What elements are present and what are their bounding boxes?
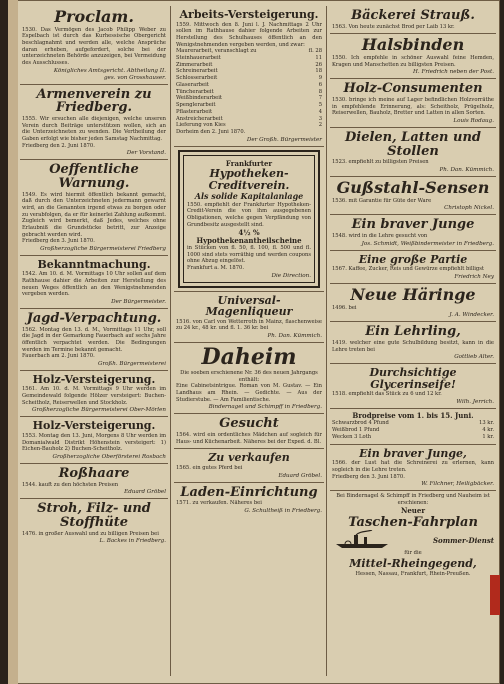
column-divider-2 <box>326 6 327 676</box>
stroh-title: Stroh, Filz- und Stoffhüte <box>37 501 151 530</box>
work-item <box>176 82 322 89</box>
work-item-label: Schreinerarbeit <box>176 68 218 75</box>
gesucht-text: 1564. wird ein ordentliches Mädchen auf sogleich für Haus- und Küchenarbeit. Näheres bei der Exped. d. Bl. <box>176 432 322 445</box>
holz2-notice <box>20 417 168 464</box>
daheim-sub: Die soeben erschienene Nr. 36 des neuen Jahrgangs enthält: <box>180 370 318 383</box>
daheim-signature: Bindernagel und Schimpff in Friedberg. <box>208 404 322 411</box>
verkaufen-title: Zu verkaufen <box>208 451 290 465</box>
bookmark-ribbon <box>490 575 500 615</box>
glycerin-ad <box>330 364 496 409</box>
work-item-label: Anstreicherarbeit <box>176 115 223 122</box>
work-item-label: Weißbinderarbeit <box>176 95 223 102</box>
brodpreis-value: 4 kr. <box>482 427 494 434</box>
lehrling-text: 1419. welcher eine gute Schulbildung besitzt, kann in die Lehre treten bei <box>332 340 494 353</box>
armenverein-text: 1555. Wir ersuchen alle diejenigen, welche unseren Verein durch Beiträge unterstützen wollen, sich an die Unterzeichneten zu wenden. Die Vertheilung der Gaben erfolgt wie bisher jeden Samstag Nachmittag. <box>22 116 166 142</box>
halsbinden-signature: H. Friedrich neben der Post. <box>413 69 494 76</box>
holz2-text: 1553. Montag den 13. Juni, Morgens 8 Uhr werden im Domanialwald Distrikt Höhenstein versteigert: 1) Eichen-Bauholz 2) Buchen-Scheitholz. <box>22 432 166 453</box>
work-item <box>176 75 322 82</box>
halsbinden-title: Halsbinden <box>361 35 465 55</box>
work-item-value: 11 <box>315 54 322 61</box>
warning-notice <box>20 160 168 256</box>
work-item-value: 8 <box>318 88 322 95</box>
hypotheken-text: 1550. empfiehlt der Frankfurter Hypotheken-Credit-Verein die von ihm ausgegebenen Obligationen, welche gegen Verpfändung von Grundbesitz ausgestellt sind. <box>187 201 311 228</box>
fahrplan-sub: Neuer <box>400 506 426 516</box>
armenverein-date: Friedberg den 2. Juni 1870. <box>22 142 95 149</box>
hypotheken-top: Frankfurter <box>225 158 273 168</box>
work-item-label: Maurerarbeit, veranschlagt zu <box>176 48 257 55</box>
universal-text: 1516. von Carl von Wetterroth in Mainz, flaschenweise zu 24 kr., 48 kr. und fl. 1. 36 kr. bei <box>176 318 322 332</box>
dielen-text: 1523. empfiehlt zu billigsten Preisen <box>332 159 429 166</box>
column-1 <box>20 6 168 676</box>
brodpreis-row <box>332 427 494 434</box>
daheim-text: Eine Cabinetsintrigue. Roman von M. Gustav. — Ein Landhaus am Rhein. — Gedichte. — Aus der Studierstube. — Am Familientische. <box>176 383 322 403</box>
stroh-text: 1476. in großer Auswahl und zu billigen Preisen bei <box>22 530 159 537</box>
junge-ad <box>330 215 496 250</box>
binding-spine <box>8 0 18 684</box>
junge2-title: Ein braver Junge, <box>359 446 467 460</box>
dielen-signature: Ph. Dan. Kümmich. <box>439 166 494 173</box>
lehrling-signature: Gottlieb Alter. <box>454 354 494 361</box>
work-item-label: Spenglerarbeit <box>176 102 216 109</box>
work-item-label: Zimmerarbeit <box>176 61 213 68</box>
stroh-signature: L. Backes in Friedberg. <box>99 538 166 545</box>
holz-consumenten-text: 1530. bringe ich meine auf Lager befindlichen Holzvorräthe in empfehlende Erinnerung, als: Scheitholz, Prügelholz, Reiserwellen, Bauholz, Bretter und Latten in allen Sorten. <box>332 97 494 117</box>
laden-ad <box>174 483 324 517</box>
armenverein-title: Armenverein zu Friedberg. <box>36 86 152 116</box>
hypotheken-sub2: 4½ % Hypothekenantheilscheine <box>196 228 302 245</box>
hypotheken-signature: Die Direction. <box>271 272 311 279</box>
rosshaare-title: Roßhaare <box>58 465 130 481</box>
baeckerei-text: 1563. Von heute zunächst Brod per Laib 13 kr. <box>332 23 455 30</box>
work-item-value: 26 <box>315 61 322 68</box>
holz-consumenten-ad <box>330 79 496 128</box>
fahrplan-illustration-row <box>332 530 494 550</box>
hypotheken-inner-frame <box>183 155 315 283</box>
gussstahl-ad <box>330 177 496 215</box>
bekanntmachung-title: Bekanntmachung. <box>37 257 151 271</box>
verkaufen-text: 1565. ein gutes Pferd bei <box>176 464 243 471</box>
armenverein-notice <box>20 85 168 161</box>
laden-signature: G. Schultheiß in Friedberg. <box>244 507 322 514</box>
bekanntmachung-signature: Der Bürgermeister. <box>111 299 166 305</box>
arbeit-notice <box>174 6 324 147</box>
brodpreise-list <box>332 420 494 440</box>
partie-ad <box>330 251 496 284</box>
daheim-ad <box>174 343 324 414</box>
junge2-text: 1566. der Lust hat die Schreinerei zu erlernen, kann sogleich in die Lehre treten. <box>332 460 494 473</box>
verkaufen-signature: Eduard Gröbel. <box>278 472 322 479</box>
glycerin-title: Durchsichtige Glycerinseife! <box>369 366 457 391</box>
stroh-ad <box>20 499 168 547</box>
holz-text: 1561. Am 10. d. M. Vormittags 9 Uhr werden im Gemeindewald folgende Hölzer versteigert: Buchen-Scheitholz, Reiserwellen und Stockholz. <box>22 386 166 406</box>
work-item-value: 7 <box>318 95 322 102</box>
brodpreis-value: 13 kr. <box>479 420 494 427</box>
junge-signature: Jos. Schmidt, Weißbindermeister in Friedberg. <box>361 240 494 247</box>
holz2-title: Holz-Versteigerung. <box>32 419 156 433</box>
work-item <box>176 68 322 75</box>
partie-signature: Friedrich Ney <box>454 273 494 280</box>
rhein-sub: Hessen, Nassau, Frankfurt, Rhein-Preußen. <box>355 570 471 577</box>
work-item <box>176 55 322 62</box>
fahrplan-title: Taschen-Fahrplan <box>348 514 478 530</box>
laden-text: 1571. zu verkaufen. Näheres bei <box>176 500 262 507</box>
proclam-title: Proclam. <box>54 7 134 26</box>
column-2 <box>174 6 324 676</box>
work-item <box>176 89 322 96</box>
holz-consumenten-signature: Louis Rodaug. <box>453 118 494 125</box>
jagd-text: 1562. Montag den 13. d. M., Vormittags 11 Uhr, soll die Jagd in der Gemarkung Fauerbach auf sechs Jahre öffentlich verpachtet werden. Die Bedingungen werden im Termine bekannt gemacht. <box>22 326 166 353</box>
work-item-value: 4 <box>318 108 322 115</box>
holz-notice <box>20 371 168 418</box>
haeringe-title: Neue Häringe <box>350 284 476 304</box>
work-item <box>176 48 322 55</box>
jagd-signature: Großh. Bürgermeisterei <box>98 360 166 367</box>
arbeit-date: Dorheim den 2. Juni 1870. <box>176 129 246 136</box>
column-3 <box>330 6 496 676</box>
verkaufen-ad <box>174 449 324 482</box>
gussstahl-title: Gußstahl-Sensen <box>336 177 490 197</box>
brodpreise-title: Brodpreise vom 1. bis 15. Juni. <box>352 411 474 421</box>
bekanntmachung-notice <box>20 256 168 309</box>
rosshaare-signature: Eduard Gröbel <box>124 489 166 496</box>
hypotheken-sub: Als solide Kapitalanlage <box>194 191 304 202</box>
dielen-ad <box>330 128 496 177</box>
lehrling-ad <box>330 322 496 364</box>
arbeit-signature: Der Großh. Bürgermeister <box>246 136 322 143</box>
gussstahl-text: 1536. mit Garantie für Güte der Ware <box>332 197 432 204</box>
hypotheken-ad <box>178 150 320 288</box>
jagd-title: Jagd-Verpachtung. <box>26 311 162 326</box>
bekanntmachung-text: 1542. Am 10. d. M. Vormittags 10 Uhr sollen auf dem Rathhause dahier die Arbeiten zur Herstellung des neuen Weges öffentlich an den Wenigstnehmenden vergeben werden. <box>22 271 166 298</box>
universal-signature: Ph. Dan. Kümmich. <box>267 333 322 339</box>
haeringe-ad <box>330 284 496 322</box>
fahrplan-publisher: Bei Bindernagel & Schimpff in Friedberg und Nauheim ist erschienen: <box>336 493 490 506</box>
work-item <box>176 102 322 109</box>
proclam-signature-2: ges. von Grosshauser. <box>103 74 166 81</box>
holz-signature: Großherzogliche Bürgermeisterei Ober-Mörlen <box>32 407 166 414</box>
work-item-label: Schlosserarbeit <box>176 75 218 82</box>
rosshaare-text: 1544. kauft zu den höchsten Preisen <box>22 481 119 488</box>
brodpreis-label: Weißbrod 1 Pfund <box>332 427 380 434</box>
warning-signature: Großherzogliche Bürgermeisterei Friedberg <box>40 245 166 252</box>
work-item <box>176 116 322 123</box>
baeckerei-ad <box>330 6 496 34</box>
hypotheken-date: Frankfurt a. M. 1870. <box>187 264 244 271</box>
work-item-value: 18 <box>315 68 322 75</box>
haeringe-signature: J. A. Windecker. <box>449 312 494 319</box>
junge-text: 1548. wird in die Lehre gesucht von <box>332 233 428 240</box>
baeckerei-title: Bäckerei Strauß. <box>351 8 475 23</box>
jagd-date: Fauerbach am 2. Juni 1870. <box>22 353 95 360</box>
arbeit-text: 1559. Mittwoch den 8. Juni l. J. Nachmittags 2 Uhr sollen im Rathhause dahier folgende Arbeiten zur Herstellung des Schulhauses öffentlich an den Wenigstnehmenden vergeben werden, und zwar: <box>176 21 322 48</box>
partie-text: 1567. Kaffee, Zucker, Reis und Gewürze empfiehlt billigst <box>332 266 484 273</box>
gesucht-title: Gesucht <box>219 416 279 432</box>
work-item-value: 2 <box>318 122 322 129</box>
junge-title: Ein braver Junge <box>351 217 475 233</box>
junge2-ad <box>330 445 496 492</box>
work-item <box>176 62 322 69</box>
brodpreis-row <box>332 420 494 427</box>
brodpreis-row <box>332 434 494 441</box>
fahrplan-sub2: Sommer-Dienst <box>432 535 494 545</box>
lehrling-title: Ein Lehrling, <box>365 324 461 340</box>
hypotheken-title: Hypotheken-Creditverein. <box>208 167 290 192</box>
proclam-signature: Königliches Amtsgericht. Abtheilung II. <box>53 67 166 74</box>
brodpreis-label: Wecken 3 Loth <box>332 433 372 440</box>
work-item-label: Pflasterarbeit <box>176 108 213 115</box>
proclam-text: 1530. Das Vermögen des Jacob Philipp Weber zu Espelbach ist durch das Kurhessische Obergericht beschlagnahmt und werden alle, welche Ansprüche daran erheben, aufgefordert, solche bei der unterzeichneten Behörde anzuzeigen, bei Vermeidung des Ausschlusses. <box>22 26 166 67</box>
brodpreise-notice <box>330 409 496 445</box>
dielen-title: Dielen, Latten und Stollen <box>344 130 481 159</box>
warning-date: Friedberg den 3. Juni 1870. <box>22 238 95 245</box>
proclam-notice <box>20 6 168 85</box>
laden-title: Laden-Einrichtung <box>180 484 318 500</box>
work-item-label: Lieferung von Kies <box>176 122 226 129</box>
junge2-signature: W. Filchner, Heiligbäcker. <box>421 481 494 488</box>
work-item-label: Steinhauerarbeit <box>176 54 221 61</box>
column-divider-1 <box>170 6 171 676</box>
work-item-value: 3 <box>318 115 322 122</box>
halsbinden-ad <box>330 34 496 79</box>
work-item-value: 9 <box>318 75 322 82</box>
partie-title: Eine große Partie <box>358 252 468 266</box>
holz-consumenten-title: Holz-Consumenten <box>343 81 483 97</box>
warning-text: 1549. Es wird hiermit öffentlich bekannt gemacht, daß durch den Unterzeichneten jedermann gewarnt wird, an die Genannten irgend etwas zu borgen oder zu verabfolgen, da er für keinerlei Zahlung aufkommt. Zugleich wird bemerkt, daß Jedes, welches ohne Erlaubniß die Grundstücke betritt, zur Anzeige gebracht werden wird. <box>22 191 166 238</box>
work-item-value: 6 <box>318 81 322 88</box>
holz2-signature: Großherzogliche Oberförsterei Rosbach <box>52 453 166 460</box>
work-item <box>176 95 322 102</box>
work-item-value: 5 <box>318 102 322 109</box>
haeringe-text: 1496. bei <box>332 304 357 311</box>
work-item-label: Glaserarbeit <box>176 81 209 88</box>
arbeit-title: Arbeits-Versteigerung. <box>179 8 319 21</box>
fahrplan-text: für die <box>404 550 422 557</box>
hypotheken-text2: in Stücken von fl. 50, fl. 100, fl. 500 und fl. 1000 sind stets vorräthig und werden coupons ohne Abzug eingelöst. <box>187 244 311 265</box>
gussstahl-signature: Christoph Nickel. <box>444 205 494 212</box>
rhein-title: Mittel-Rheingegend, <box>349 557 477 571</box>
universal-ad <box>174 291 324 343</box>
warning-title: Oeffentliche Warnung. <box>49 162 139 191</box>
work-item-label: Tüncherarbeit <box>176 88 214 95</box>
halsbinden-text: 1550. Ich empfehle in schöner Auswahl feine Hemden, Kragen und Manschetten zu billigsten Preisen. <box>332 55 494 68</box>
newspaper-page <box>8 0 500 684</box>
holz-title: Holz-Versteigerung. <box>32 372 156 386</box>
fahrplan-ad <box>330 491 496 580</box>
glycerin-signature: Wilh. Jerrich. <box>456 399 494 406</box>
rosshaare-ad <box>20 464 168 499</box>
armenverein-signature: Der Vorstand. <box>126 150 166 157</box>
brodpreis-value: 1 kr. <box>482 433 494 440</box>
works-list <box>176 48 322 129</box>
glycerin-text: 1518. empfiehlt das Stück zu 6 und 12 kr. <box>332 391 442 398</box>
work-item <box>176 122 322 129</box>
daheim-title: Daheim <box>201 344 297 370</box>
steamship-icon <box>332 530 392 550</box>
work-item <box>176 109 322 116</box>
universal-title: Universal-Magenliqueur <box>205 293 293 319</box>
work-item-value: fl. 28 <box>308 48 322 55</box>
gesucht-ad <box>174 414 324 449</box>
brodpreis-label: Schwarzbrod 4 Pfund <box>332 420 389 427</box>
jagd-notice <box>20 309 168 371</box>
junge2-date: Friedberg den 3. Juni 1870. <box>332 473 405 480</box>
